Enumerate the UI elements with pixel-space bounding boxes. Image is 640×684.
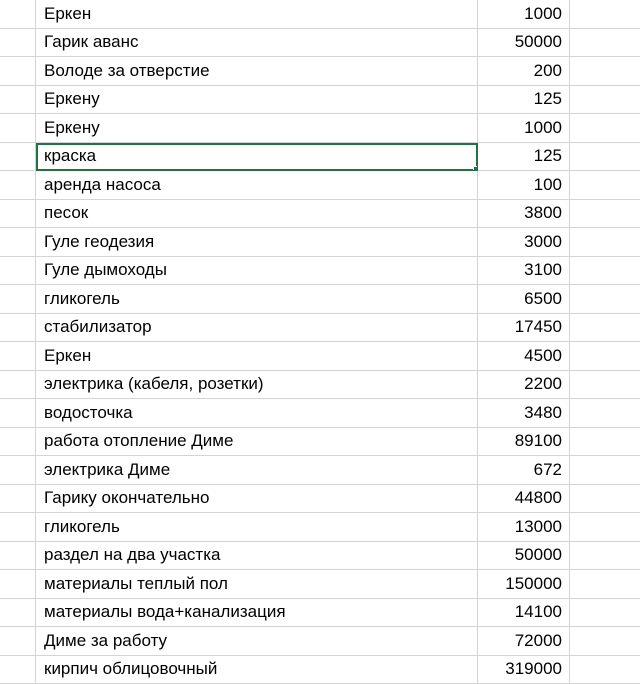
table-row xyxy=(0,57,640,86)
table-row xyxy=(0,257,640,286)
name-cell[interactable]: материалы вода+канализация xyxy=(36,599,478,628)
empty-cell[interactable] xyxy=(570,29,640,58)
name-cell[interactable]: Еркену xyxy=(36,86,478,115)
amount-cell[interactable]: 13000 xyxy=(478,513,570,542)
empty-cell[interactable] xyxy=(570,171,640,200)
table-row xyxy=(0,0,640,29)
amount-cell[interactable]: 72000 xyxy=(478,627,570,656)
amount-cell[interactable]: 3800 xyxy=(478,200,570,229)
empty-cell[interactable] xyxy=(570,86,640,115)
blank-cell[interactable] xyxy=(0,57,36,86)
empty-cell[interactable] xyxy=(570,371,640,400)
name-cell[interactable]: Гуле дымоходы xyxy=(36,257,478,286)
blank-cell[interactable] xyxy=(0,570,36,599)
amount-cell[interactable]: 3480 xyxy=(478,399,570,428)
name-cell[interactable]: Еркен xyxy=(36,0,478,29)
name-cell[interactable]: кирпич облицовочный xyxy=(36,656,478,684)
blank-cell[interactable] xyxy=(0,257,36,286)
empty-cell[interactable] xyxy=(570,570,640,599)
table-row xyxy=(0,143,640,172)
blank-cell[interactable] xyxy=(0,29,36,58)
blank-cell[interactable] xyxy=(0,399,36,428)
table-row xyxy=(0,485,640,514)
amount-cell[interactable]: 200 xyxy=(478,57,570,86)
empty-cell[interactable] xyxy=(570,257,640,286)
amount-cell[interactable]: 3100 xyxy=(478,257,570,286)
name-cell[interactable]: Гуле геодезия xyxy=(36,228,478,257)
empty-cell[interactable] xyxy=(570,599,640,628)
blank-cell[interactable] xyxy=(0,428,36,457)
name-cell[interactable]: работа отопление Диме xyxy=(36,428,478,457)
amount-cell[interactable]: 1000 xyxy=(478,0,570,29)
selected-cell[interactable]: краска xyxy=(36,143,478,172)
amount-cell[interactable]: 3000 xyxy=(478,228,570,257)
table-row xyxy=(0,456,640,485)
blank-cell[interactable] xyxy=(0,513,36,542)
name-cell[interactable]: стабилизатор xyxy=(36,314,478,343)
amount-cell[interactable]: 150000 xyxy=(478,570,570,599)
empty-cell[interactable] xyxy=(570,485,640,514)
table-row xyxy=(0,513,640,542)
blank-cell[interactable] xyxy=(0,285,36,314)
name-cell[interactable]: Диме за работу xyxy=(36,627,478,656)
empty-cell[interactable] xyxy=(570,0,640,29)
amount-cell[interactable]: 672 xyxy=(478,456,570,485)
table-row xyxy=(0,228,640,257)
name-cell[interactable]: аренда насоса xyxy=(36,171,478,200)
table-row xyxy=(0,114,640,143)
blank-cell[interactable] xyxy=(0,342,36,371)
amount-cell[interactable]: 50000 xyxy=(478,29,570,58)
empty-cell[interactable] xyxy=(570,285,640,314)
name-cell[interactable]: гликогель xyxy=(36,513,478,542)
amount-cell[interactable]: 2200 xyxy=(478,371,570,400)
amount-cell[interactable]: 1000 xyxy=(478,114,570,143)
table-row xyxy=(0,656,640,684)
table-row xyxy=(0,627,640,656)
amount-cell[interactable]: 100 xyxy=(478,171,570,200)
name-cell[interactable]: электрика (кабеля, розетки) xyxy=(36,371,478,400)
table-row xyxy=(0,171,640,200)
name-cell[interactable]: раздел на два участка xyxy=(36,542,478,571)
table-row xyxy=(0,599,640,628)
name-cell[interactable]: электрика Диме xyxy=(36,456,478,485)
table-row xyxy=(0,86,640,115)
amount-cell[interactable]: 319000 xyxy=(478,656,570,684)
empty-cell[interactable] xyxy=(570,542,640,571)
amount-cell[interactable]: 4500 xyxy=(478,342,570,371)
empty-cell[interactable] xyxy=(570,143,640,172)
name-cell[interactable]: Еркену xyxy=(36,114,478,143)
blank-cell[interactable] xyxy=(0,228,36,257)
amount-cell[interactable]: 89100 xyxy=(478,428,570,457)
name-cell[interactable]: Володе за отверстие xyxy=(36,57,478,86)
blank-cell[interactable] xyxy=(0,114,36,143)
empty-cell[interactable] xyxy=(570,656,640,684)
empty-cell[interactable] xyxy=(570,342,640,371)
empty-cell[interactable] xyxy=(570,314,640,343)
name-cell[interactable]: песок xyxy=(36,200,478,229)
blank-cell[interactable] xyxy=(0,0,36,29)
table-row xyxy=(0,428,640,457)
empty-cell[interactable] xyxy=(570,428,640,457)
amount-cell[interactable]: 6500 xyxy=(478,285,570,314)
table-row xyxy=(0,399,640,428)
empty-cell[interactable] xyxy=(570,456,640,485)
table-row xyxy=(0,570,640,599)
amount-cell[interactable]: 14100 xyxy=(478,599,570,628)
empty-cell[interactable] xyxy=(570,114,640,143)
name-cell[interactable]: Еркен xyxy=(36,342,478,371)
blank-cell[interactable] xyxy=(0,371,36,400)
blank-cell[interactable] xyxy=(0,627,36,656)
name-cell[interactable]: Гарик аванс xyxy=(36,29,478,58)
empty-cell[interactable] xyxy=(570,399,640,428)
blank-cell[interactable] xyxy=(0,200,36,229)
name-cell[interactable]: водосточка xyxy=(36,399,478,428)
blank-cell[interactable] xyxy=(0,86,36,115)
table-row xyxy=(0,342,640,371)
blank-cell[interactable] xyxy=(0,485,36,514)
empty-cell[interactable] xyxy=(570,513,640,542)
amount-cell[interactable]: 125 xyxy=(478,143,570,172)
name-cell[interactable]: гликогель xyxy=(36,285,478,314)
name-cell[interactable]: Гарику окончательно xyxy=(36,485,478,514)
table-row xyxy=(0,542,640,571)
blank-cell[interactable] xyxy=(0,143,36,172)
blank-cell[interactable] xyxy=(0,599,36,628)
blank-cell[interactable] xyxy=(0,656,36,684)
blank-cell[interactable] xyxy=(0,456,36,485)
blank-cell[interactable] xyxy=(0,542,36,571)
blank-cell[interactable] xyxy=(0,314,36,343)
amount-cell[interactable]: 44800 xyxy=(478,485,570,514)
empty-cell[interactable] xyxy=(570,200,640,229)
table-row xyxy=(0,200,640,229)
table-row xyxy=(0,371,640,400)
empty-cell[interactable] xyxy=(570,57,640,86)
table-row xyxy=(0,314,640,343)
empty-cell[interactable] xyxy=(570,228,640,257)
table-row xyxy=(0,29,640,58)
blank-cell[interactable] xyxy=(0,171,36,200)
empty-cell[interactable] xyxy=(570,627,640,656)
amount-cell[interactable]: 125 xyxy=(478,86,570,115)
amount-cell[interactable]: 50000 xyxy=(478,542,570,571)
table-row xyxy=(0,285,640,314)
name-cell[interactable]: материалы теплый пол xyxy=(36,570,478,599)
amount-cell[interactable]: 17450 xyxy=(478,314,570,343)
